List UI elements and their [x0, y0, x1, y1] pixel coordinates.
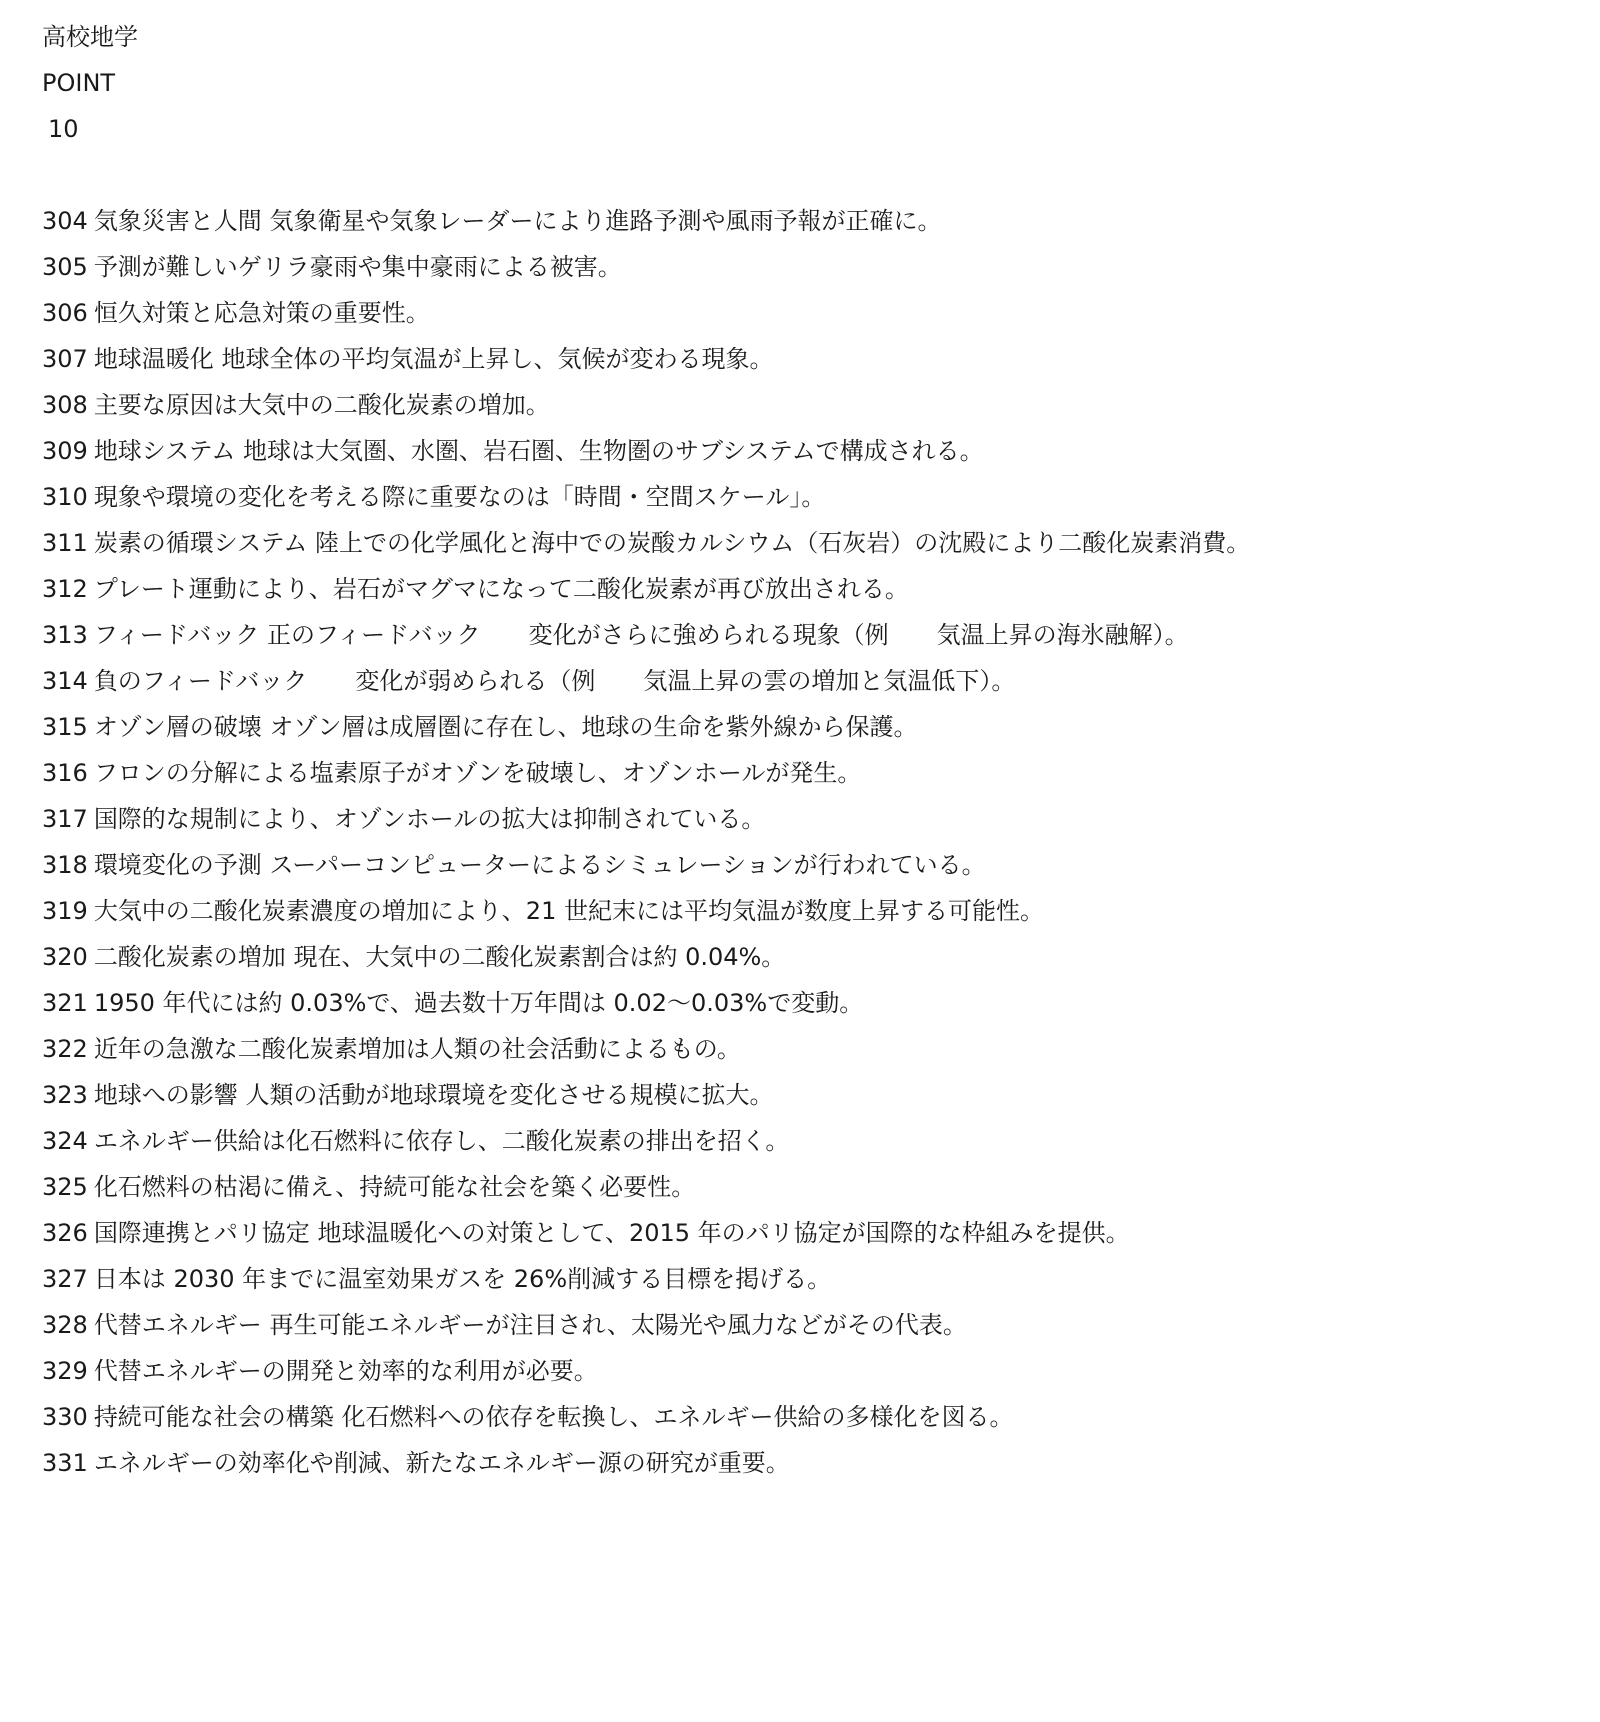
item-number: 321 — [42, 989, 88, 1017]
list-item — [42, 658, 1580, 704]
item-text: 環境変化の予測 スーパーコンピューターによるシミュレーションが行われている。 — [93, 851, 986, 879]
item-text: フィードバック 正のフィードバック 変化がさらに強められる現象（例 気温上昇の海氷融解）。 — [93, 621, 1189, 649]
item-number: 319 — [42, 897, 88, 925]
item-text: エネルギー供給は化石燃料に依存し、二酸化炭素の排出を招く。 — [93, 1127, 790, 1155]
list-item — [42, 1302, 1580, 1348]
list-item — [42, 566, 1580, 612]
point-label: POINT — [42, 69, 116, 97]
list-item — [42, 244, 1580, 290]
item-text: 予測が難しいゲリラ豪雨や集中豪雨による被害。 — [93, 253, 622, 281]
item-text: 大気中の二酸化炭素濃度の増加により、21 世紀末には平均気温が数度上昇する可能性。 — [93, 897, 1044, 925]
point-number: 10 — [48, 115, 79, 143]
item-text: 気象災害と人間 気象衛星や気象レーダーにより進路予測や風雨予報が正確に。 — [93, 207, 942, 235]
item-text: オゾン層の破壊 オゾン層は成層圏に存在し、地球の生命を紫外線から保護。 — [93, 713, 918, 741]
item-number: 330 — [42, 1403, 88, 1431]
item-number: 323 — [42, 1081, 88, 1109]
item-number: 329 — [42, 1357, 88, 1385]
list-item — [42, 750, 1580, 796]
list-item — [42, 1440, 1580, 1486]
item-text: 国際的な規制により、オゾンホールの拡大は抑制されている。 — [93, 805, 766, 833]
item-text: 現象や環境の変化を考える際に重要なのは「時間・空間スケール」。 — [93, 483, 826, 511]
item-text: エネルギーの効率化や削減、新たなエネルギー源の研究が重要。 — [93, 1449, 790, 1477]
list-item — [42, 336, 1580, 382]
list-item — [42, 290, 1580, 336]
list-item — [42, 980, 1580, 1026]
list-item — [42, 1394, 1580, 1440]
item-text: 地球温暖化 地球全体の平均気温が上昇し、気候が変わる現象。 — [93, 345, 774, 373]
item-text: 1950 年代には約 0.03%で、過去数十万年間は 0.02〜0.03%で変動。 — [93, 989, 864, 1017]
list-item — [42, 888, 1580, 934]
item-number: 327 — [42, 1265, 88, 1293]
item-number: 307 — [42, 345, 88, 373]
list-item — [42, 428, 1580, 474]
list-item — [42, 934, 1580, 980]
item-number: 326 — [42, 1219, 88, 1247]
item-number: 310 — [42, 483, 88, 511]
item-text: 主要な原因は大気中の二酸化炭素の増加。 — [93, 391, 550, 419]
list-item — [42, 382, 1580, 428]
item-text: 炭素の循環システム 陸上での化学風化と海中での炭酸カルシウム（石灰岩）の沈殿により二酸化炭素消費。 — [93, 529, 1251, 557]
item-text: 化石燃料の枯渇に備え、持続可能な社会を築く必要性。 — [93, 1173, 696, 1201]
item-text: 地球システム 地球は大気圏、水圏、岩石圏、生物圏のサブシステムで構成される。 — [93, 437, 984, 465]
item-text: プレート運動により、岩石がマグマになって二酸化炭素が再び放出される。 — [93, 575, 909, 603]
item-number: 312 — [42, 575, 88, 603]
item-text: 持続可能な社会の構築 化石燃料への依存を転換し、エネルギー供給の多様化を図る。 — [93, 1403, 1014, 1431]
item-number: 313 — [42, 621, 88, 649]
list-item — [42, 842, 1580, 888]
list-item — [42, 704, 1580, 750]
item-number: 305 — [42, 253, 88, 281]
item-number: 322 — [42, 1035, 88, 1063]
item-number: 320 — [42, 943, 88, 971]
list-item — [42, 198, 1580, 244]
item-number: 314 — [42, 667, 88, 695]
list-item — [42, 1026, 1580, 1072]
item-text: 代替エネルギー 再生可能エネルギーが注目され、太陽光や風力などがその代表。 — [93, 1311, 967, 1339]
list-item — [42, 796, 1580, 842]
list-item — [42, 1164, 1580, 1210]
item-number: 325 — [42, 1173, 88, 1201]
list-item — [42, 1118, 1580, 1164]
item-number: 311 — [42, 529, 88, 557]
list-item — [42, 612, 1580, 658]
item-number: 328 — [42, 1311, 88, 1339]
list-item — [42, 520, 1580, 566]
item-number: 309 — [42, 437, 88, 465]
item-text: 恒久対策と応急対策の重要性。 — [93, 299, 430, 327]
item-text: 二酸化炭素の増加 現在、大気中の二酸化炭素割合は約 0.04%。 — [93, 943, 786, 971]
item-text: 地球への影響 人類の活動が地球環境を変化させる規模に拡大。 — [93, 1081, 774, 1109]
item-number: 304 — [42, 207, 88, 235]
item-text: 負のフィードバック 変化が弱められる（例 気温上昇の雲の増加と気温低下）。 — [93, 667, 1016, 695]
item-text: 日本は 2030 年までに温室効果ガスを 26%削減する目標を掲げる。 — [93, 1265, 832, 1293]
list-item — [42, 1072, 1580, 1118]
list-item — [42, 1256, 1580, 1302]
item-number: 308 — [42, 391, 88, 419]
item-number: 317 — [42, 805, 88, 833]
section-spacer — [42, 152, 1580, 198]
item-number: 306 — [42, 299, 88, 327]
item-number: 316 — [42, 759, 88, 787]
list-item — [42, 1348, 1580, 1394]
document-page — [42, 14, 1580, 1486]
item-text: 代替エネルギーの開発と効率的な利用が必要。 — [93, 1357, 598, 1385]
list-item — [42, 474, 1580, 520]
point-list — [42, 198, 1580, 1486]
item-number: 324 — [42, 1127, 88, 1155]
subject-title: 高校地学 — [42, 23, 138, 51]
item-text: 近年の急激な二酸化炭素増加は人類の社会活動によるもの。 — [93, 1035, 741, 1063]
item-number: 318 — [42, 851, 88, 879]
item-number: 315 — [42, 713, 88, 741]
item-text: フロンの分解による塩素原子がオゾンを破壊し、オゾンホールが発生。 — [93, 759, 862, 787]
item-number: 331 — [42, 1449, 88, 1477]
list-item — [42, 1210, 1580, 1256]
item-text: 国際連携とパリ協定 地球温暖化への対策として、2015 年のパリ協定が国際的な枠組みを提供。 — [93, 1219, 1130, 1247]
